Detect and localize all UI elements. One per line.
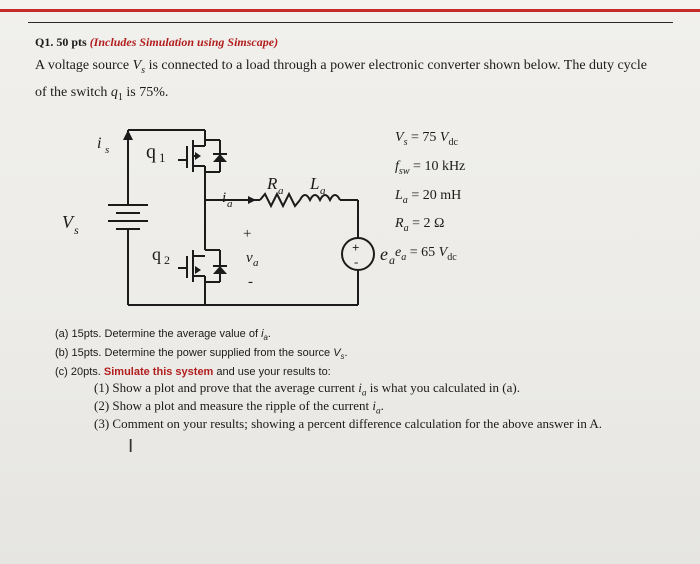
parameter-symbol-sub: a <box>403 223 409 235</box>
horizontal-rule <box>28 22 673 23</box>
source-minus-sign: - <box>354 254 359 269</box>
parameter-unit-sub: dc <box>448 136 458 148</box>
label-ra-sub: a <box>278 185 284 197</box>
symbol-ia: i <box>358 380 362 395</box>
parameter-value: = 10 kHz <box>409 158 466 174</box>
text-cursor-icon: I <box>128 436 134 457</box>
intro-text: is connected to a load through a power electronic converter shown below. The duty cycle <box>145 58 647 73</box>
symbol-vs-sub: s <box>340 352 345 362</box>
question-c <box>55 366 331 378</box>
label-la: L <box>310 174 320 193</box>
period: . <box>344 347 348 359</box>
intro-paragraph <box>35 55 685 109</box>
period: . <box>380 398 384 413</box>
parameter-unit-sub: dc <box>447 251 457 263</box>
label-is: i <box>97 135 102 152</box>
intro-text: is 75%. <box>122 84 169 100</box>
parameter-value: = 2 Ω <box>408 216 445 232</box>
symbol-ia-sub: a <box>375 406 381 417</box>
top-red-line <box>0 9 700 12</box>
intro-text: A voltage source <box>35 58 133 73</box>
parameter-symbol: V <box>395 130 404 145</box>
parameter-row <box>395 241 465 270</box>
label-va: v <box>246 250 253 266</box>
parameter-unit: V <box>438 245 448 261</box>
label-is-sub: s <box>105 144 110 156</box>
parameter-symbol-sub: s <box>403 136 408 148</box>
question-number: Q1. 50 pts <box>35 35 87 49</box>
period: . <box>267 328 271 340</box>
intro-text: of the switch <box>35 84 111 100</box>
question-c2-text: (2) Show a plot and measure the ripple of the current <box>94 398 373 413</box>
parameter-symbol-sub: sw <box>398 165 410 177</box>
question-c-prefix: (c) 20pts. <box>55 366 104 378</box>
question-c3 <box>94 416 602 432</box>
label-la-sub: a <box>320 185 326 197</box>
symbol-vs-sub: s <box>141 64 146 76</box>
label-ia: i <box>222 190 227 206</box>
label-plus: + <box>243 226 252 242</box>
parameter-row <box>395 126 465 155</box>
symbol-ia: i <box>261 328 264 340</box>
label-q1: q <box>146 141 156 163</box>
label-minus: - <box>248 274 253 290</box>
label-q2: q <box>152 244 161 264</box>
label-vs: V <box>62 212 73 232</box>
question-a <box>55 328 271 342</box>
symbol-ia: i <box>372 398 376 413</box>
parameter-symbol: e <box>395 245 402 261</box>
parameter-list <box>395 126 465 270</box>
question-a-text: (a) 15pts. Determine the average value of <box>55 328 262 340</box>
source-plus-sign: + <box>352 240 360 255</box>
symbol-q1: q <box>110 84 118 100</box>
question-c1-end: is what you calculated in (a). <box>366 380 520 395</box>
parameter-symbol-sub: a <box>402 194 408 206</box>
label-q1-sub: 1 <box>159 150 166 165</box>
parameter-symbol: f <box>395 158 399 174</box>
label-q2-sub: 2 <box>164 253 170 267</box>
question-c1-text: (1) Show a plot and prove that the average current <box>94 380 359 395</box>
parameter-value: = 75 <box>407 130 440 145</box>
label-va-sub: a <box>253 257 259 269</box>
parameter-symbol: L <box>395 187 403 203</box>
question-subtitle: (Includes Simulation using Simscape) <box>89 35 279 49</box>
label-ra: R <box>267 174 278 193</box>
parameter-symbol-sub: a <box>401 251 407 263</box>
parameter-row <box>395 184 465 213</box>
parameter-unit: V <box>439 130 449 145</box>
symbol-q1-sub: 1 <box>117 91 123 103</box>
symbol-ia-sub: a <box>263 333 268 343</box>
parameter-symbol: R <box>395 216 404 232</box>
symbol-vs: V <box>333 347 341 359</box>
question-c-suffix: and use your results to: <box>213 366 331 378</box>
label-ea-sub: a <box>389 253 395 267</box>
parameter-value: = 20 mH <box>407 187 462 203</box>
question-c1 <box>94 380 520 399</box>
label-ea: e <box>380 244 388 264</box>
question-c3-text: (3) Comment on your results; showing a percent difference calculation for the above answer in A. <box>94 416 603 431</box>
symbol-vs: V <box>132 58 142 73</box>
label-ia-sub: a <box>227 198 233 210</box>
question-b-text: (b) 15pts. Determine the power supplied from the source <box>55 347 334 359</box>
simulate-highlight: Simulate this system <box>103 366 214 378</box>
question-b <box>55 347 348 361</box>
question-heading <box>35 35 278 50</box>
question-c2 <box>94 398 384 417</box>
parameter-row <box>395 212 465 241</box>
parameter-value: = 65 <box>406 245 439 261</box>
converter-circuit-diagram <box>60 110 420 315</box>
symbol-ia-sub: a <box>361 388 367 399</box>
label-vs-sub: s <box>74 223 79 237</box>
parameter-row <box>395 155 465 184</box>
